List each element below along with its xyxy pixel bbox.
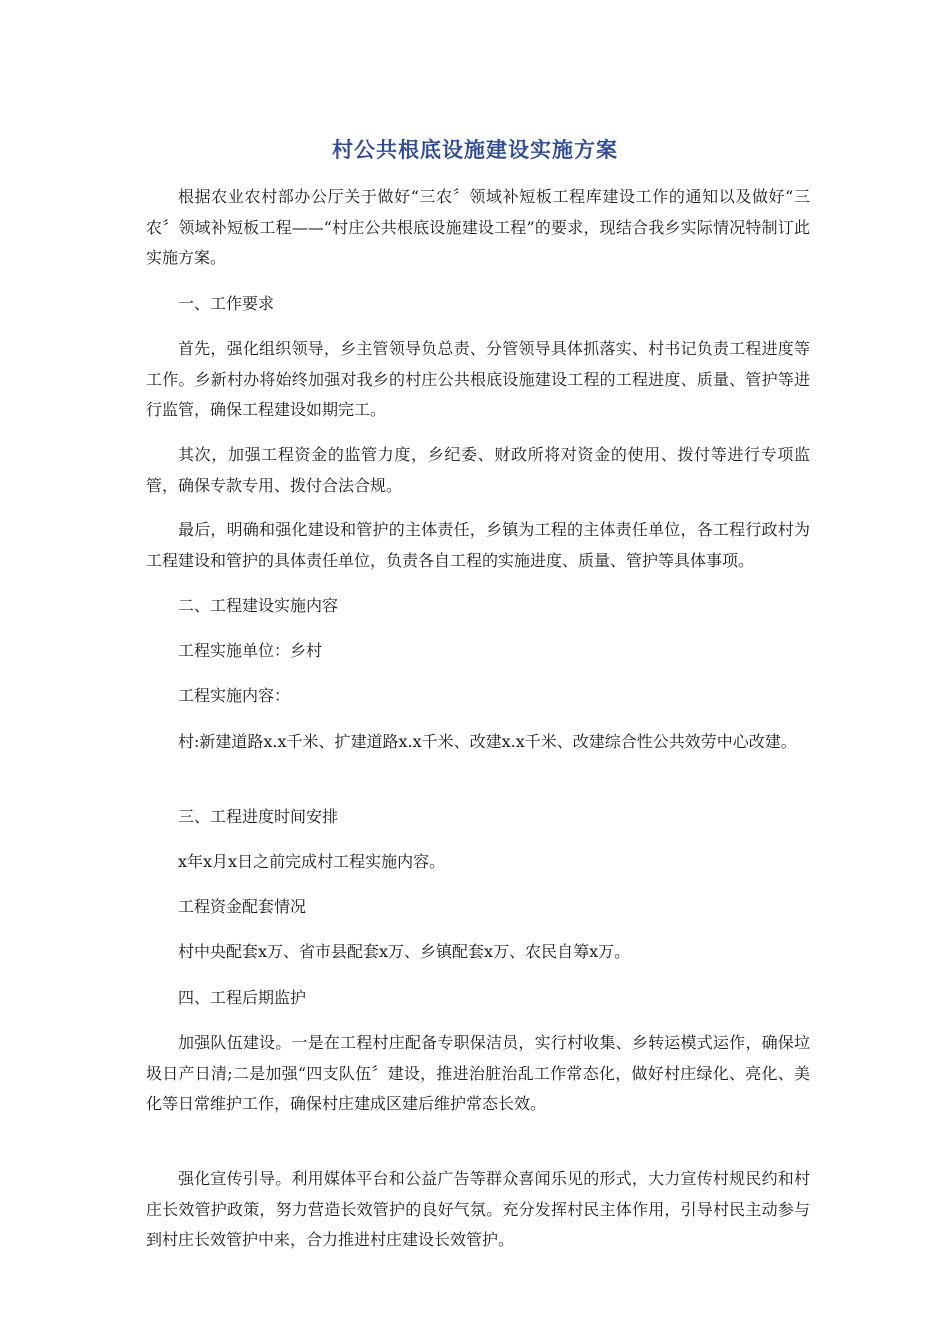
implementation-unit: 工程实施单位：乡村 — [178, 641, 323, 660]
paragraph-finally: 最后，明确和强化建设和管护的主体责任，乡镇为工程的主体责任单位，各工程行政村为工程建设和管护的具体责任单位，负责各自工程的实施进度、质量、管护等具体事项。 — [146, 520, 810, 570]
document-title: 村公共根底设施建设实施方案 — [332, 138, 618, 162]
paragraph-publicity: 强化宣传引导。利用媒体平台和公益广告等群众喜闻乐见的形式，大力宣传村规民约和村庄长效管护政策，努力营造长效管护的良好气氛。充分发挥村民主体作用，引导村民主动参与到村庄长效管护中来，合力推进村庄建设长效管护。 — [146, 1169, 810, 1249]
section-heading-construction-content: 二、工程建设实施内容 — [178, 596, 339, 615]
intro-paragraph: 根据农业农村部办公厅关于做好“三农〞领域补短板工程库建设工作的通知以及做好“三农〞领域补短板工程——“村庄公共根底设施建设工程”的要求，现结合我乡实际情况特制订此实施方案。 — [146, 187, 810, 267]
implementation-content: 村:新建道路x.x千米、扩建道路x.x千米、改建x.x千米、改建综合性公共效劳中心改建。 — [178, 732, 797, 751]
paragraph-team-building: 加强队伍建设。一是在工程村庄配备专职保洁员，实行村收集、乡转运模式运作，确保垃圾日产日清;二是加强“四支队伍〞建设，推进治脏治乱工作常态化，做好村庄绿化、亮化、美化等日常维护工作，确保村庄建成区建后维护常态长效。 — [146, 1033, 810, 1113]
schedule-paragraph: x年x月x日之前完成村工程实施内容。 — [178, 852, 446, 871]
funding-paragraph: 村中央配套x万、省市县配套x万、乡镇配套x万、农民自筹x万。 — [178, 942, 631, 961]
paragraph-firstly: 首先，强化组织领导，乡主管领导负总责、分管领导具体抓落实、村书记负责工程进度等工作。乡新村办将始终加强对我乡的村庄公共根底设施建设工程的工程进度、质量、管护等进行监管，确保工程建设如期完工。 — [146, 339, 810, 419]
funding-heading: 工程资金配套情况 — [178, 897, 307, 916]
section-heading-work-requirements: 一、工作要求 — [178, 294, 275, 313]
section-heading-schedule: 三、工程进度时间安排 — [178, 807, 339, 826]
section-heading-post-maintenance: 四、工程后期监护 — [178, 988, 307, 1007]
implementation-content-label: 工程实施内容： — [178, 686, 291, 705]
paragraph-secondly: 其次，加强工程资金的监管力度，乡纪委、财政所将对资金的使用、拨付等进行专项监管，确保专款专用、拨付合法合规。 — [146, 445, 810, 495]
